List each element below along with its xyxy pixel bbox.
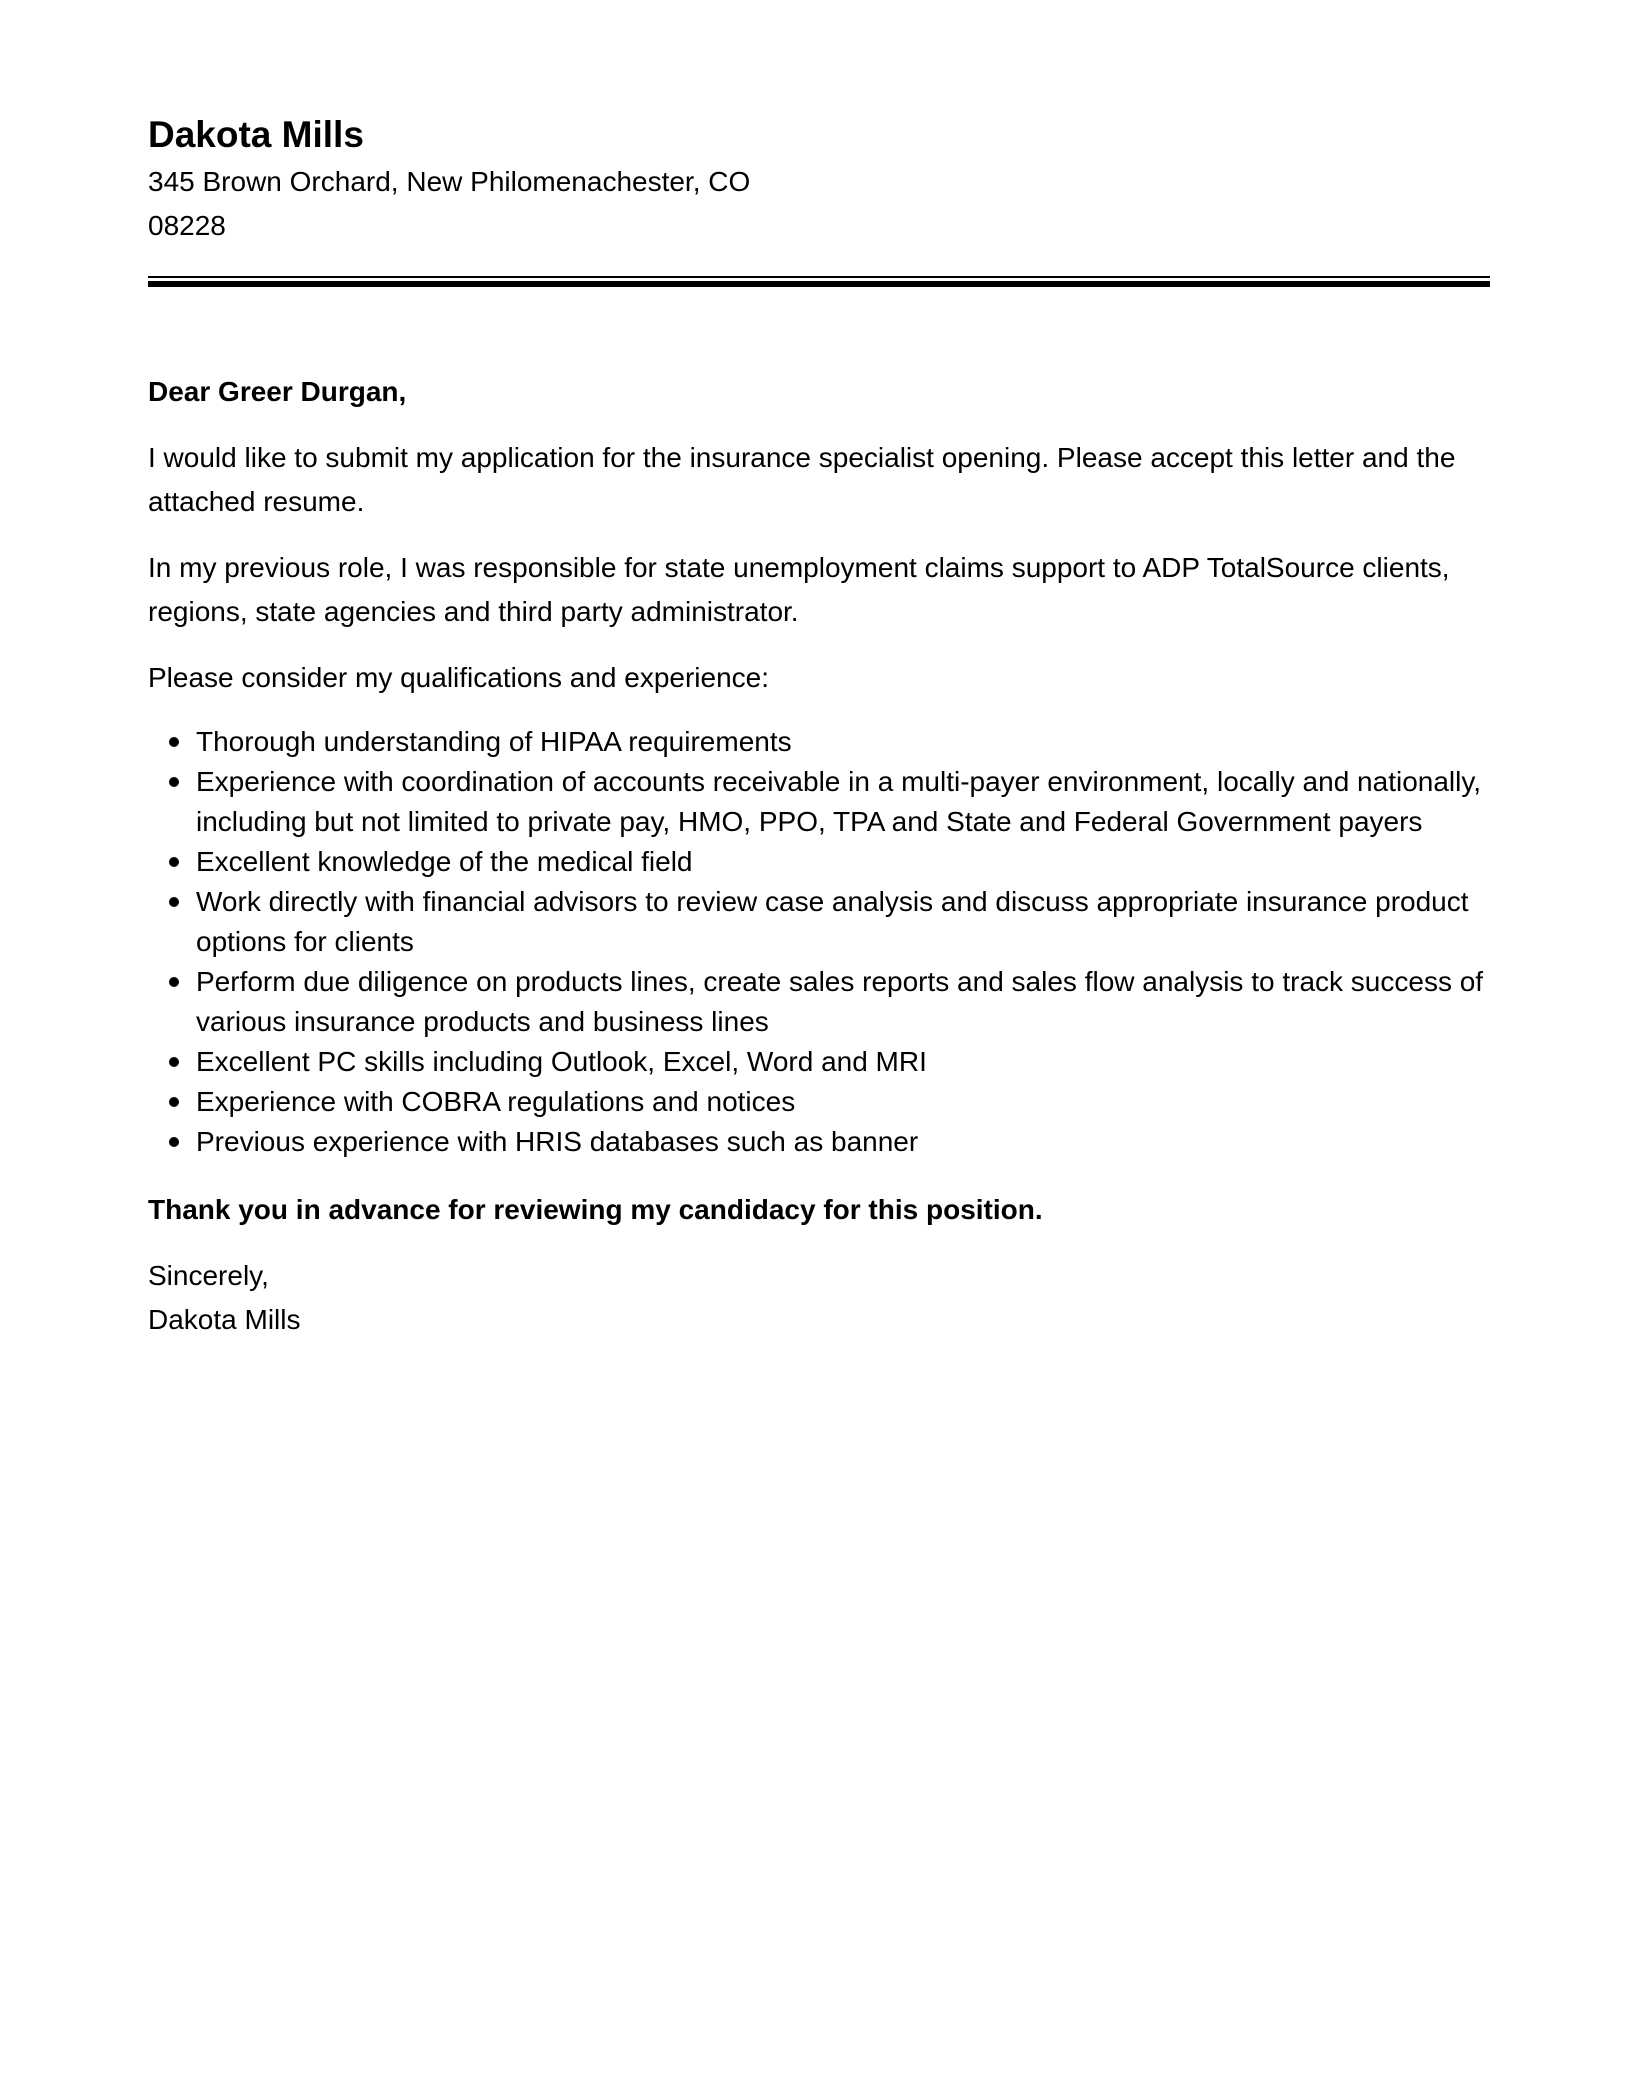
- bullet-icon: [169, 1137, 179, 1147]
- list-item-text: Excellent knowledge of the medical field: [196, 846, 693, 877]
- qualifications-list: [148, 722, 1490, 1162]
- list-item: [196, 762, 1490, 842]
- bullet-icon: [169, 737, 179, 747]
- list-item-text: Previous experience with HRIS databases such as banner: [196, 1126, 919, 1157]
- list-item: [196, 882, 1490, 962]
- sender-address: 345 Brown Orchard, New Philomenachester, CO 08228: [148, 166, 751, 241]
- list-item-text: Experience with coordination of accounts receivable in a multi-payer environment, locally and nationally, including but not limited to private pay, HMO, PPO, TPA and State and Federal Government payers: [196, 766, 1482, 837]
- list-item: [196, 962, 1490, 1042]
- paragraph-previous-role: In my previous role, I was responsible for state unemployment claims support to ADP TotalSource clients, regions, state agencies and third party administrator.: [148, 552, 1450, 627]
- paragraph-intro: I would like to submit my application for the insurance specialist opening. Please accept this letter and the attached resume.: [148, 442, 1456, 517]
- list-item-text: Thorough understanding of HIPAA requirements: [196, 726, 792, 757]
- bullet-icon: [169, 897, 179, 907]
- letter-body: [148, 370, 1490, 1342]
- list-item: [196, 1082, 1490, 1122]
- list-item: [196, 1042, 1490, 1082]
- header-divider-thick-line: [148, 281, 1490, 287]
- list-item: [196, 722, 1490, 762]
- sender-name: Dakota Mills: [148, 114, 364, 155]
- bullet-icon: [169, 977, 179, 987]
- salutation: Dear Greer Durgan,: [148, 376, 407, 407]
- header-divider: [148, 276, 1490, 286]
- list-item-text: Excellent PC skills including Outlook, Excel, Word and MRI: [196, 1046, 927, 1077]
- list-item-text: Work directly with financial advisors to review case analysis and discuss appropriate insurance product options for clients: [196, 886, 1469, 957]
- list-item-text: Experience with COBRA regulations and notices: [196, 1086, 796, 1117]
- signoff: Sincerely,: [148, 1260, 269, 1291]
- list-item-text: Perform due diligence on products lines, create sales reports and sales flow analysis to track success of various insurance products and business lines: [196, 966, 1484, 1037]
- bullet-icon: [169, 857, 179, 867]
- list-item: [196, 842, 1490, 882]
- header-divider-thin-line: [148, 276, 1490, 278]
- closing-statement: Thank you in advance for reviewing my candidacy for this position.: [148, 1194, 1043, 1225]
- letter-content: [148, 110, 1490, 1342]
- list-item: [196, 1122, 1490, 1162]
- paragraph-qualifications-lead: Please consider my qualifications and experience:: [148, 662, 770, 693]
- bullet-icon: [169, 1097, 179, 1107]
- bullet-icon: [169, 777, 179, 787]
- signature-name: Dakota Mills: [148, 1304, 301, 1335]
- bullet-icon: [169, 1057, 179, 1067]
